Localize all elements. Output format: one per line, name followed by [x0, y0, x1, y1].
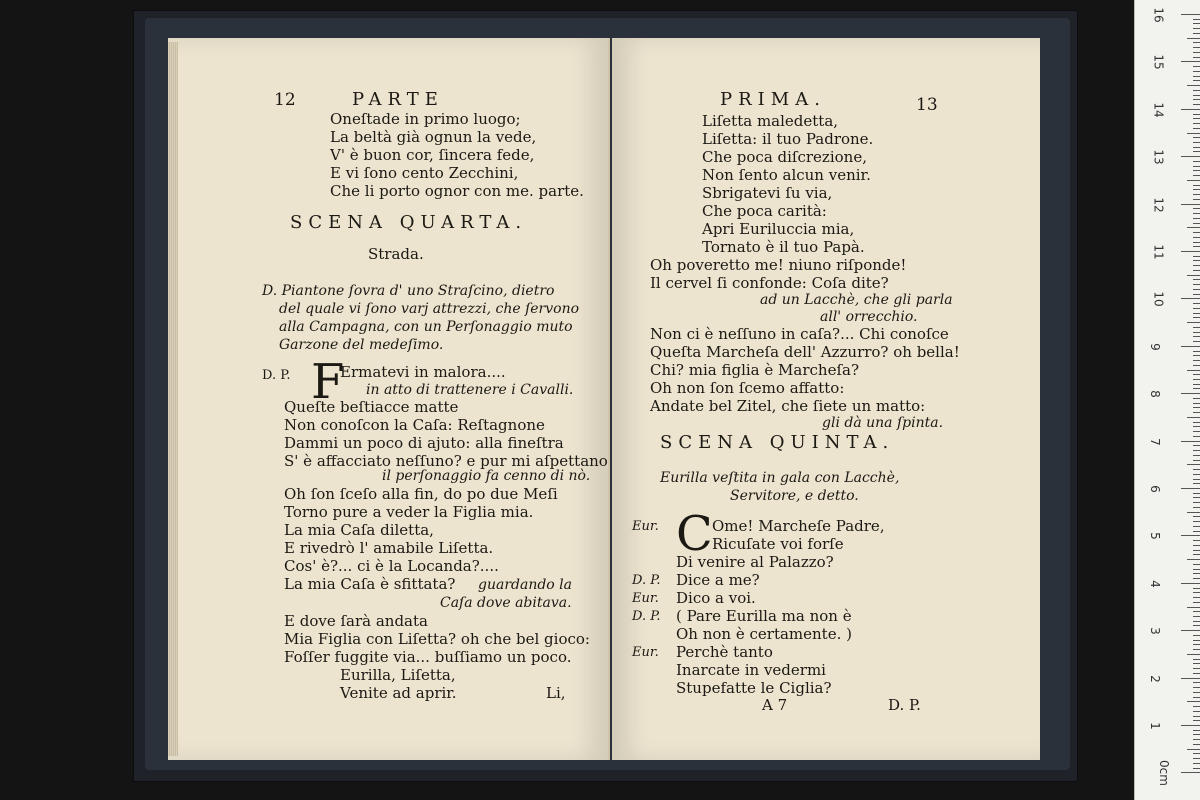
verse-line: Che poca diſcrezione, — [702, 148, 867, 166]
ruler-tick — [1193, 569, 1200, 570]
ruler-tick — [1193, 550, 1200, 551]
ruler-tick — [1181, 725, 1200, 726]
ruler-tick — [1193, 384, 1200, 385]
stage-direction: gli dà una ſpinta. — [822, 415, 944, 431]
verse-line: Non conoſcon la Caſa: Reſtagnone — [284, 416, 545, 434]
ruler-tick — [1193, 388, 1200, 389]
stage-direction: guardando la — [478, 577, 573, 593]
ruler-label: 1 — [1147, 722, 1162, 730]
ruler-tick — [1193, 412, 1200, 413]
verse-line: Oh non ſon ſcemo affatto: — [650, 379, 845, 397]
catchword: Li, — [546, 684, 566, 702]
ruler-tick — [1193, 237, 1200, 238]
ruler-tick — [1187, 370, 1200, 371]
ruler-tick — [1193, 57, 1200, 58]
speaker-label: D. P. — [262, 368, 291, 383]
verse-line: Torno pure a veder la Figlia mia. — [284, 503, 534, 521]
ruler-tick — [1193, 649, 1200, 650]
ruler-tick — [1193, 483, 1200, 484]
ruler-tick — [1193, 479, 1200, 480]
ruler-tick — [1193, 407, 1200, 408]
ruler-tick — [1193, 621, 1200, 622]
ruler-label: 11 — [1151, 244, 1166, 260]
verse-line: Il cervel ſi confonde: Coſa dite? — [650, 274, 889, 292]
ruler-tick — [1193, 445, 1200, 446]
ruler-tick — [1187, 38, 1200, 39]
verse-line: V' è buon cor, ſincera fede, — [330, 146, 535, 164]
ruler-tick — [1193, 398, 1200, 399]
dialogue-line: Ome! Marcheſe Padre, — [712, 517, 885, 535]
verse-line: Ermatevi in malora.... — [340, 363, 506, 381]
verse-line: La mia Caſa è sfittata? — [284, 575, 456, 593]
ruler-label: 7 — [1147, 437, 1162, 446]
speaker-label: Eur. — [632, 645, 659, 660]
verse-line: E rivedrò l' amabile Liſetta. — [284, 539, 494, 557]
ruler-tick — [1193, 279, 1200, 280]
ruler-label: 2 — [1147, 674, 1162, 683]
ruler-tick — [1193, 625, 1200, 626]
ruler-tick — [1193, 170, 1200, 171]
ruler-tick — [1181, 251, 1200, 252]
ruler-tick — [1193, 521, 1200, 522]
ruler-tick — [1181, 109, 1200, 110]
verse-line: Liſetta maledetta, — [702, 112, 839, 130]
left-running-header: PARTE — [352, 89, 444, 110]
ruler-tick — [1193, 455, 1200, 456]
ruler-tick — [1193, 497, 1200, 498]
ruler-tick — [1193, 531, 1200, 532]
ruler-tick — [1193, 682, 1200, 683]
ruler-tick — [1193, 668, 1200, 669]
ruler-tick — [1193, 218, 1200, 219]
ruler-tick — [1187, 749, 1200, 750]
ruler-tick — [1187, 607, 1200, 608]
ruler-label: 9 — [1147, 342, 1162, 351]
drop-cap: C — [676, 506, 713, 562]
ruler-tick — [1193, 763, 1200, 764]
scene-heading: SCENA QUINTA. — [660, 432, 895, 453]
ruler-tick — [1181, 346, 1200, 347]
ruler-tick — [1193, 52, 1200, 53]
ruler-tick — [1181, 772, 1200, 773]
stage-direction: il perſonaggio fa cenno di nò. — [382, 468, 591, 484]
verse-line: Sbrigatevi ſu via, — [702, 184, 833, 202]
verse-line: Non ci è neſſuno in caſa?... Chi conoſce — [650, 325, 949, 343]
verse-line: Oh poveretto me! niuno riſponde! — [650, 256, 907, 274]
ruler-tick — [1193, 611, 1200, 612]
ruler-tick — [1181, 14, 1200, 15]
ruler-tick — [1187, 654, 1200, 655]
speaker-label: D. P. — [632, 609, 661, 624]
catchword: D. P. — [888, 696, 921, 714]
dialogue-line: Dice a me? — [676, 571, 760, 589]
ruler-tick — [1193, 123, 1200, 124]
verse-line: La beltà già ognun la vede, — [330, 128, 537, 146]
ruler-tick — [1193, 114, 1200, 115]
ruler-tick — [1193, 95, 1200, 96]
ruler-tick — [1193, 284, 1200, 285]
dialogue-line: Stupefatte le Ciglia? — [676, 679, 832, 697]
stage-direction: ad un Lacchè, che gli parla — [760, 292, 953, 308]
ruler-tick — [1193, 355, 1200, 356]
ruler-tick — [1193, 199, 1200, 200]
ruler-tick — [1193, 588, 1200, 589]
ruler-tick — [1193, 270, 1200, 271]
ruler-tick — [1193, 403, 1200, 404]
ruler-label: 4 — [1147, 579, 1162, 588]
scene-setting: Strada. — [368, 245, 424, 263]
ruler-tick — [1193, 289, 1200, 290]
ruler-tick — [1193, 265, 1200, 266]
ruler-tick — [1193, 76, 1200, 77]
verse-line: Chi? mia figlia è Marcheſa? — [650, 361, 859, 379]
ruler-tick — [1187, 512, 1200, 513]
ruler-tick — [1193, 104, 1200, 105]
verse-line: Non ſento alcun venir. — [702, 166, 871, 184]
ruler-tick — [1193, 379, 1200, 380]
ruler-label: 0cm — [1156, 760, 1171, 787]
ruler-label: 15 — [1151, 54, 1166, 71]
ruler-label: 3 — [1147, 627, 1162, 636]
ruler-tick — [1193, 161, 1200, 162]
verse-line: Apri Euriluccia mia, — [702, 220, 855, 238]
ruler-tick — [1193, 175, 1200, 176]
stage-direction: Eurilla veſtita in gala con Lacchè, — [660, 470, 900, 486]
ruler-tick — [1193, 526, 1200, 527]
scene-heading: SCENA QUARTA. — [290, 212, 528, 233]
ruler-tick — [1193, 374, 1200, 375]
ruler-tick — [1193, 194, 1200, 195]
ruler-tick — [1193, 753, 1200, 754]
drop-cap: F — [311, 354, 345, 410]
verse-line: Eurilla, Liſetta, — [340, 666, 456, 684]
stage-direction: alla Campagna, con un Perſonaggio muto — [279, 319, 573, 335]
dialogue-line: Oh non è certamente. ) — [676, 625, 852, 643]
ruler-tick — [1193, 71, 1200, 72]
ruler-tick — [1193, 260, 1200, 261]
ruler-label: 14 — [1151, 102, 1166, 118]
ruler-tick — [1193, 99, 1200, 100]
ruler-tick — [1193, 720, 1200, 721]
ruler-tick — [1193, 422, 1200, 423]
verse-line: Andate bel Zitel, che ſiete un matto: — [650, 397, 926, 415]
ruler-tick — [1193, 739, 1200, 740]
dialogue-line: Perchè tanto — [676, 643, 773, 661]
ruler-tick — [1193, 303, 1200, 304]
ruler-label: 16 — [1151, 7, 1166, 23]
verse-line: Foſſer fuggite via... buſſiamo un poco. — [284, 648, 572, 666]
ruler-label: 6 — [1147, 485, 1162, 493]
ruler-tick — [1193, 185, 1200, 186]
ruler-tick — [1187, 227, 1200, 228]
ruler-tick — [1193, 592, 1200, 593]
verse-line: Mia Figlia con Liſetta? oh che bel gioco: — [284, 630, 590, 648]
ruler-tick — [1193, 208, 1200, 209]
ruler-tick — [1193, 692, 1200, 693]
ruler-tick — [1193, 308, 1200, 309]
ruler-tick — [1193, 706, 1200, 707]
stage-direction: D. Piantone ſovra d' uno Straſcino, dietro — [262, 283, 555, 299]
ruler-tick — [1193, 80, 1200, 81]
stage-direction: Servitore, e detto. — [730, 488, 859, 504]
ruler-tick — [1181, 630, 1200, 631]
ruler-tick — [1193, 730, 1200, 731]
ruler-tick — [1193, 317, 1200, 318]
ruler-tick — [1193, 341, 1200, 342]
ruler-tick — [1193, 734, 1200, 735]
verse-line: Che li porto ognor con me. parte. — [330, 182, 584, 200]
ruler-tick — [1193, 540, 1200, 541]
ruler-label: 10 — [1151, 291, 1166, 308]
ruler-tick — [1193, 573, 1200, 574]
ruler-tick — [1181, 204, 1200, 205]
ruler-tick — [1193, 313, 1200, 314]
ruler-tick — [1181, 535, 1200, 536]
ruler-tick — [1181, 678, 1200, 679]
ruler-tick — [1193, 578, 1200, 579]
ruler-tick — [1187, 417, 1200, 418]
ruler-tick — [1193, 545, 1200, 546]
verse-line: Queſta Marcheſa dell' Azzurro? oh bella! — [650, 343, 960, 361]
verse-line: Dammi un poco di ajuto: alla fineſtra — [284, 434, 564, 452]
ruler-tick — [1193, 597, 1200, 598]
ruler-tick — [1193, 66, 1200, 67]
ruler-tick — [1181, 488, 1200, 489]
verse-line: Oh ſon ſceſo alla fin, do po due Meſi — [284, 485, 558, 503]
ruler-tick — [1193, 151, 1200, 152]
ruler-tick — [1181, 583, 1200, 584]
signature-mark: A 7 — [762, 696, 788, 714]
ruler-tick — [1193, 673, 1200, 674]
ruler-tick — [1193, 28, 1200, 29]
verse-line: S' è affacciato neſſuno? e pur mi aſpettano — [284, 452, 608, 470]
ruler-tick — [1193, 166, 1200, 167]
ruler-tick — [1187, 85, 1200, 86]
ruler-tick — [1193, 640, 1200, 641]
speaker-label: Eur. — [632, 519, 659, 534]
ruler-tick — [1193, 436, 1200, 437]
ruler-tick — [1193, 502, 1200, 503]
dialogue-line: Di venire al Palazzo? — [676, 553, 834, 571]
stage-direction: Garzone del medeſimo. — [279, 337, 444, 353]
ruler-tick — [1193, 256, 1200, 257]
ruler-tick — [1193, 213, 1200, 214]
ruler-tick — [1193, 431, 1200, 432]
page-edges — [168, 42, 178, 756]
verse-line: Queſte beſtiacce matte — [284, 398, 459, 416]
ruler-tick — [1181, 156, 1200, 157]
verse-line: La mia Caſa diletta, — [284, 521, 434, 539]
ruler-tick — [1193, 223, 1200, 224]
scale-ruler — [1134, 0, 1200, 800]
dialogue-line: Ricuſate voi forſe — [712, 535, 844, 553]
stage-direction: all' orrecchio. — [820, 309, 918, 325]
ruler-tick — [1193, 327, 1200, 328]
stage-direction: in atto di trattenere i Cavalli. — [366, 382, 574, 398]
ruler-tick — [1181, 393, 1200, 394]
stage-direction: Caſa dove abitava. — [440, 595, 572, 611]
ruler-tick — [1193, 242, 1200, 243]
right-running-header: PRIMA. — [720, 89, 826, 110]
ruler-tick — [1193, 137, 1200, 138]
ruler-tick — [1193, 768, 1200, 769]
speaker-label: D. P. — [632, 573, 661, 588]
ruler-tick — [1193, 716, 1200, 717]
stage-direction: del quale vi ſono varj attrezzi, che ſervono — [279, 301, 580, 317]
ruler-tick — [1193, 189, 1200, 190]
ruler-tick — [1193, 758, 1200, 759]
ruler-tick — [1193, 118, 1200, 119]
ruler-tick — [1193, 294, 1200, 295]
ruler-tick — [1193, 659, 1200, 660]
ruler-tick — [1193, 246, 1200, 247]
ruler-tick — [1187, 322, 1200, 323]
ruler-label: 5 — [1147, 532, 1162, 541]
verse-line: Venite ad aprir. — [340, 684, 457, 702]
ruler-tick — [1193, 128, 1200, 129]
ruler-tick — [1193, 474, 1200, 475]
ruler-tick — [1193, 47, 1200, 48]
verse-line: Cos' è?... ci è la Locanda?.... — [284, 557, 499, 575]
ruler-tick — [1193, 697, 1200, 698]
ruler-tick — [1193, 232, 1200, 233]
ruler-tick — [1193, 644, 1200, 645]
ruler-tick — [1193, 90, 1200, 91]
ruler-tick — [1193, 602, 1200, 603]
verse-line: E vi ſono cento Zecchini, — [330, 164, 519, 182]
ruler-tick — [1193, 142, 1200, 143]
ruler-tick — [1187, 275, 1200, 276]
ruler-tick — [1187, 180, 1200, 181]
dialogue-line: Inarcate in vedermi — [676, 661, 826, 679]
ruler-tick — [1193, 351, 1200, 352]
verse-line: Tornato è il tuo Papà. — [702, 238, 865, 256]
right-page-number: 13 — [916, 95, 938, 115]
left-page-number: 12 — [274, 90, 296, 110]
ruler-tick — [1193, 663, 1200, 664]
dialogue-line: ( Pare Eurilla ma non è — [676, 607, 852, 625]
ruler-label: 8 — [1147, 390, 1162, 399]
ruler-tick — [1181, 441, 1200, 442]
ruler-tick — [1193, 332, 1200, 333]
ruler-tick — [1187, 133, 1200, 134]
ruler-tick — [1193, 564, 1200, 565]
ruler-tick — [1187, 464, 1200, 465]
ruler-tick — [1193, 507, 1200, 508]
ruler-label: 12 — [1151, 196, 1166, 213]
verse-line: E dove ſarà andata — [284, 612, 428, 630]
ruler-tick — [1187, 701, 1200, 702]
ruler-tick — [1193, 460, 1200, 461]
verse-line: Oneſtade in primo luogo; — [330, 110, 521, 128]
ruler-tick — [1193, 711, 1200, 712]
ruler-tick — [1187, 559, 1200, 560]
ruler-tick — [1193, 365, 1200, 366]
verse-line: Liſetta: il tuo Padrone. — [702, 130, 874, 148]
ruler-tick — [1193, 426, 1200, 427]
ruler-tick — [1193, 42, 1200, 43]
ruler-tick — [1193, 336, 1200, 337]
ruler-tick — [1193, 147, 1200, 148]
ruler-tick — [1193, 450, 1200, 451]
ruler-tick — [1193, 744, 1200, 745]
ruler-tick — [1193, 493, 1200, 494]
ruler-tick — [1193, 635, 1200, 636]
ruler-tick — [1193, 33, 1200, 34]
verse-line: Che poca carità: — [702, 202, 827, 220]
ruler-tick — [1193, 516, 1200, 517]
ruler-tick — [1193, 19, 1200, 20]
ruler-tick — [1193, 469, 1200, 470]
ruler-tick — [1181, 61, 1200, 62]
ruler-label: 13 — [1151, 149, 1166, 165]
speaker-label: Eur. — [632, 591, 659, 606]
ruler-tick — [1181, 298, 1200, 299]
ruler-tick — [1193, 23, 1200, 24]
ruler-tick — [1193, 616, 1200, 617]
ruler-tick — [1193, 554, 1200, 555]
dialogue-line: Dico a voi. — [676, 589, 756, 607]
ruler-tick — [1193, 360, 1200, 361]
ruler-tick — [1193, 687, 1200, 688]
